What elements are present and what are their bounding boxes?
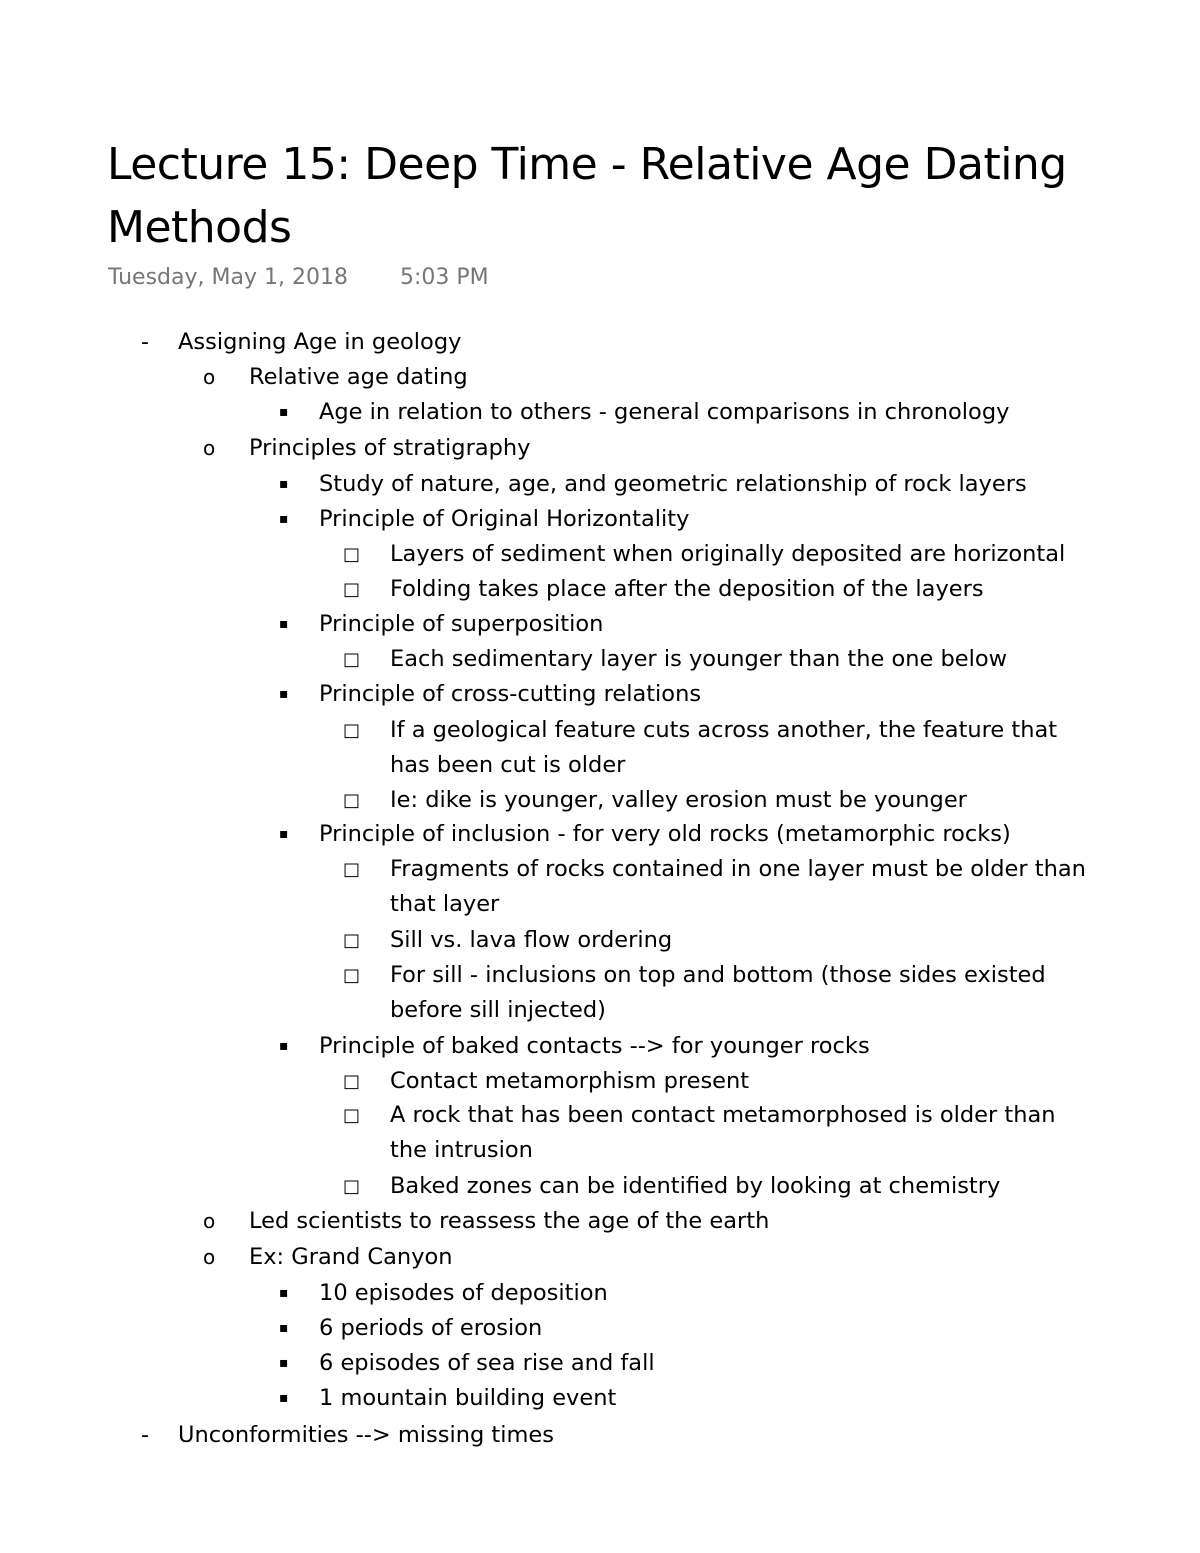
list-item: If a geological feature cuts across another, the feature that bbox=[390, 717, 1058, 743]
list-item: Principle of superposition bbox=[319, 611, 604, 637]
list-item: For sill - inclusions on top and bottom (those sides existed bbox=[390, 962, 1046, 988]
square-bullet-icon: ▪ bbox=[279, 1355, 289, 1371]
square-bullet-icon: ▪ bbox=[279, 1390, 289, 1406]
checkbox-bullet-icon: □ bbox=[343, 649, 361, 670]
list-item: Each sedimentary layer is younger than the one below bbox=[390, 646, 1008, 672]
square-bullet-icon: ▪ bbox=[279, 1285, 289, 1301]
list-item: 1 mountain building event bbox=[319, 1385, 617, 1411]
list-item: Age in relation to others - general comparisons in chronology bbox=[319, 399, 1010, 425]
checkbox-bullet-icon: □ bbox=[343, 859, 361, 880]
list-item: Study of nature, age, and geometric relationship of rock layers bbox=[319, 471, 1027, 497]
checkbox-bullet-icon: □ bbox=[343, 1071, 361, 1092]
list-item: 6 periods of erosion bbox=[319, 1315, 543, 1341]
list-item: Ie: dike is younger, valley erosion must be younger bbox=[390, 787, 967, 813]
circle-bullet-icon: o bbox=[203, 436, 216, 460]
list-item: Sill vs. lava flow ordering bbox=[390, 927, 673, 953]
list-item: Layers of sediment when originally deposited are horizontal bbox=[390, 541, 1066, 567]
list-item: Relative age dating bbox=[249, 364, 468, 390]
square-bullet-icon: ▪ bbox=[279, 476, 289, 492]
list-item-continuation: has been cut is older bbox=[390, 752, 626, 778]
list-item: Principle of Original Horizontality bbox=[319, 506, 690, 532]
list-item: Principle of inclusion - for very old rocks (metamorphic rocks) bbox=[319, 821, 1011, 847]
list-item-continuation: before sill injected) bbox=[390, 997, 606, 1023]
square-bullet-icon: ▪ bbox=[279, 1320, 289, 1336]
square-bullet-icon: ▪ bbox=[279, 826, 289, 842]
circle-bullet-icon: o bbox=[203, 1245, 216, 1269]
checkbox-bullet-icon: □ bbox=[343, 930, 361, 951]
dash-bullet-icon: - bbox=[141, 330, 149, 355]
square-bullet-icon: ▪ bbox=[279, 511, 289, 527]
list-item-continuation: the intrusion bbox=[390, 1137, 533, 1163]
list-item: A rock that has been contact metamorphosed is older than bbox=[390, 1102, 1056, 1128]
square-bullet-icon: ▪ bbox=[279, 1038, 289, 1054]
list-item: Ex: Grand Canyon bbox=[249, 1244, 453, 1270]
dash-bullet-icon: - bbox=[141, 1423, 149, 1448]
checkbox-bullet-icon: □ bbox=[343, 965, 361, 986]
note-date: Tuesday, May 1, 2018 bbox=[108, 265, 348, 290]
list-item: Assigning Age in geology bbox=[178, 329, 462, 355]
list-item: Baked zones can be identified by looking at chemistry bbox=[390, 1173, 1001, 1199]
list-item: Principles of stratigraphy bbox=[249, 435, 531, 461]
square-bullet-icon: ▪ bbox=[279, 686, 289, 702]
checkbox-bullet-icon: □ bbox=[343, 579, 361, 600]
list-item: 10 episodes of deposition bbox=[319, 1280, 608, 1306]
list-item: Fragments of rocks contained in one layer must be older than bbox=[390, 856, 1086, 882]
checkbox-bullet-icon: □ bbox=[343, 1105, 361, 1126]
checkbox-bullet-icon: □ bbox=[343, 544, 361, 565]
square-bullet-icon: ▪ bbox=[279, 404, 289, 420]
circle-bullet-icon: o bbox=[203, 1209, 216, 1233]
checkbox-bullet-icon: □ bbox=[343, 720, 361, 741]
list-item: 6 episodes of sea rise and fall bbox=[319, 1350, 655, 1376]
list-item-continuation: that layer bbox=[390, 891, 500, 917]
list-item: Principle of cross-cutting relations bbox=[319, 681, 702, 707]
note-time: 5:03 PM bbox=[400, 265, 489, 290]
checkbox-bullet-icon: □ bbox=[343, 1176, 361, 1197]
square-bullet-icon: ▪ bbox=[279, 616, 289, 632]
circle-bullet-icon: o bbox=[203, 365, 216, 389]
page-title: Lecture 15: Deep Time - Relative Age Dating Methods bbox=[107, 139, 1067, 253]
list-item: Folding takes place after the deposition of the layers bbox=[390, 576, 984, 602]
list-item: Principle of baked contacts --> for younger rocks bbox=[319, 1033, 870, 1059]
list-item: Led scientists to reassess the age of the earth bbox=[249, 1208, 770, 1234]
list-item: Unconformities --> missing times bbox=[178, 1422, 554, 1448]
checkbox-bullet-icon: □ bbox=[343, 790, 361, 811]
list-item: Contact metamorphism present bbox=[390, 1068, 750, 1094]
